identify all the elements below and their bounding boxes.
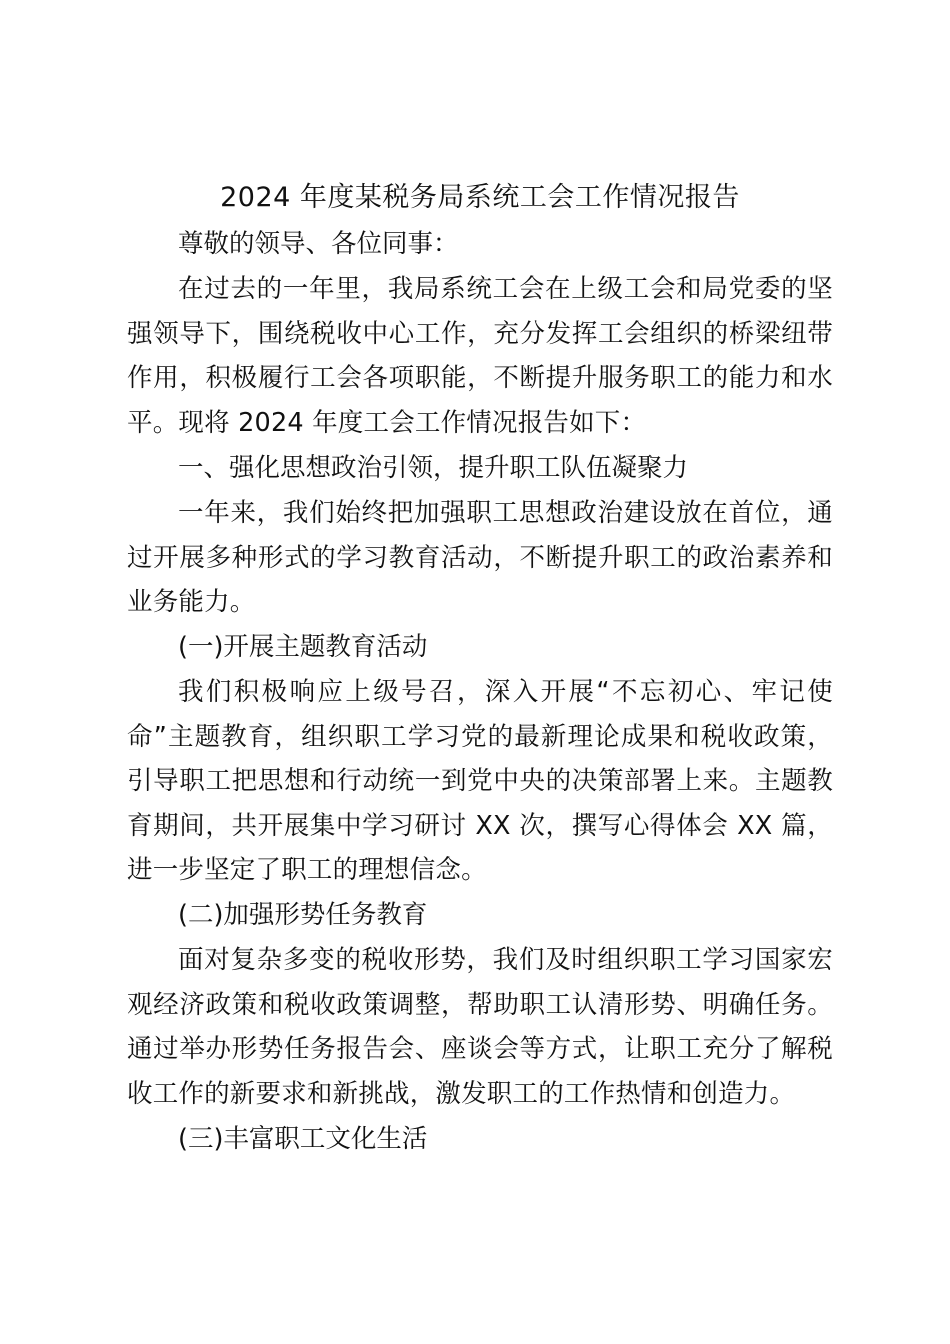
subsection-1-paragraph: 我们积极响应上级号召，深入开展“不忘初心、牢记使命”主题教育，组织职工学习党的最新理论成果和税收政策，引导职工把思想和行动统一到党中央的决策部署上来。主题教育期间，共开展集中学习研讨 XX 次，撰写心得体会 XX 篇，进一步坚定了职工的理想信念。 <box>127 677 833 886</box>
subsection-3-heading: (三)丰富职工文化生活 <box>178 1124 428 1154</box>
intro-paragraph: 在过去的一年里，我局系统工会在上级工会和局党委的坚强领导下，围绕税收中心工作，充分发挥工会组织的桥梁纽带作用，积极履行工会各项职能，不断提升服务职工的能力和水平。现将 2024 年度工会工作情况报告如下： <box>127 274 833 438</box>
document-title: 2024 年度某税务局系统工会工作情况报告 <box>220 182 740 213</box>
section-1-heading: 一、强化思想政治引领，提升职工队伍凝聚力 <box>178 453 689 483</box>
section-1-paragraph: 一年来，我们始终把加强职工思想政治建设放在首位，通过开展多种形式的学习教育活动，不断提升职工的政治素养和业务能力。 <box>127 498 833 618</box>
subsection-2-paragraph: 面对复杂多变的税收形势，我们及时组织职工学习国家宏观经济政策和税收政策调整，帮助职工认清形势、明确任务。通过举办形势任务报告会、座谈会等方式，让职工充分了解税收工作的新要求和新挑战，激发职工的工作热情和创造力。 <box>127 945 833 1109</box>
subsection-1-heading: (一)开展主题教育活动 <box>178 632 428 662</box>
salutation: 尊敬的领导、各位同事： <box>178 229 459 259</box>
subsection-2-heading: (二)加强形势任务教育 <box>178 900 428 930</box>
